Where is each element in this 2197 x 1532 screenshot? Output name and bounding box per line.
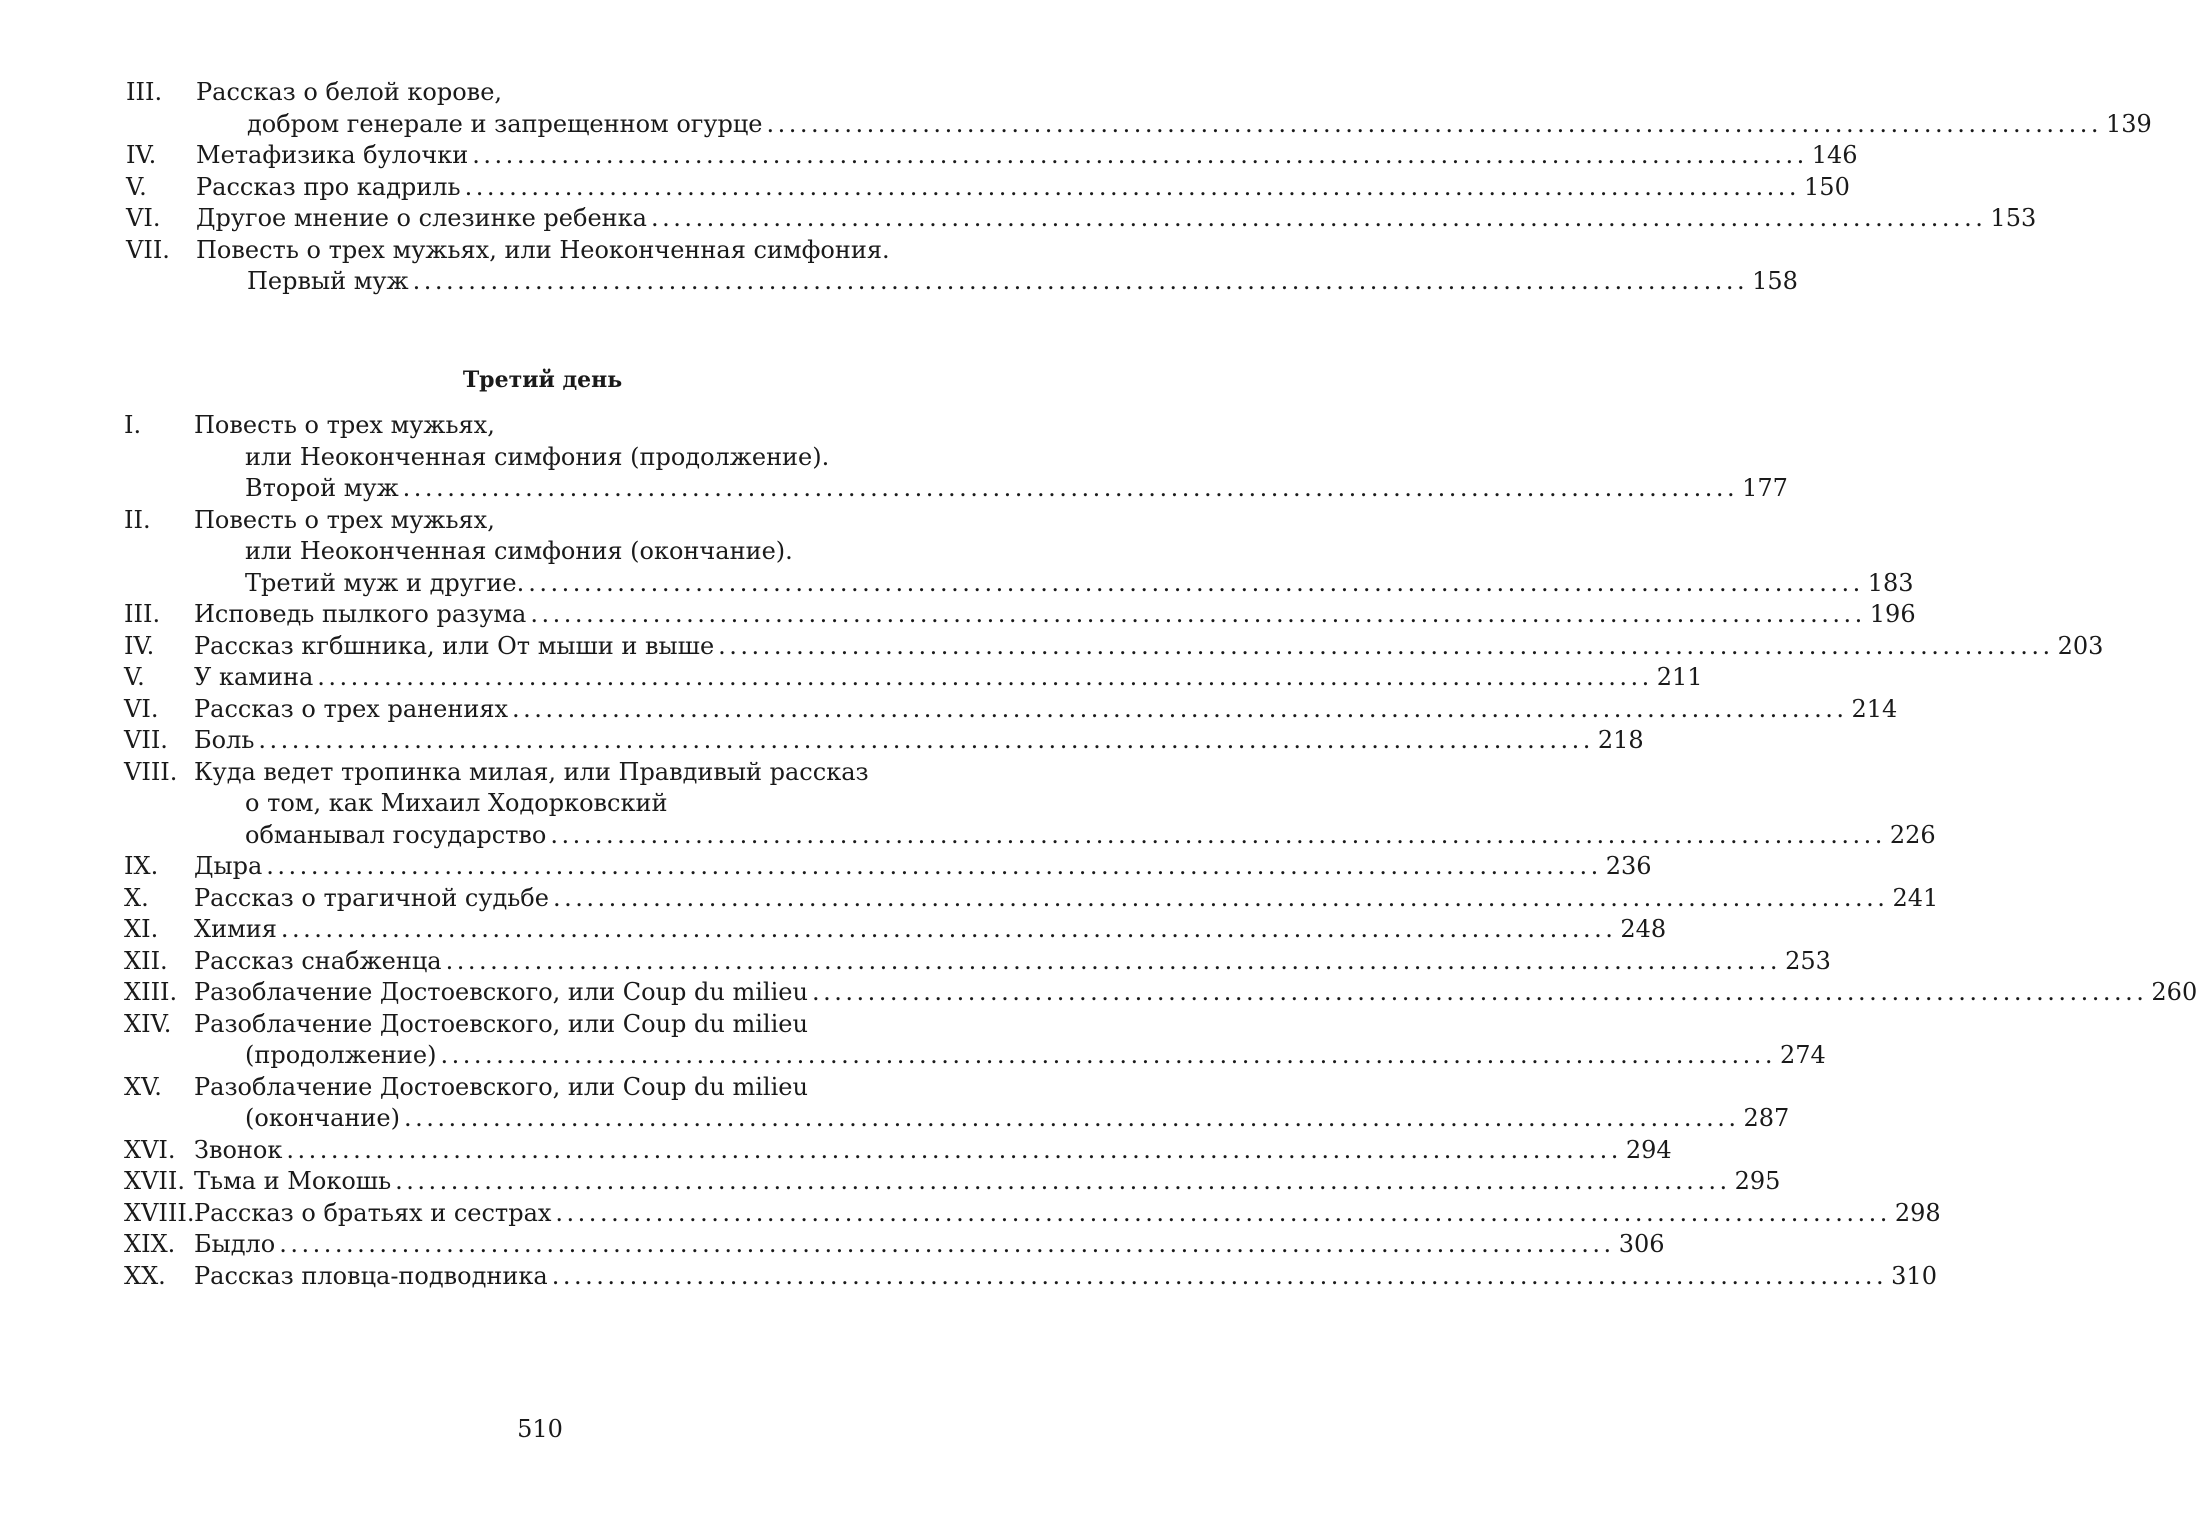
toc-entry-title: или Неоконченная симфония (продолжение). (245, 442, 830, 471)
toc-entry-line (245, 442, 949, 474)
toc-entry-number: VII. (126, 235, 170, 264)
dot-leader: ........................................................................................................................ (286, 1135, 1622, 1164)
toc-entry-line (124, 851, 1652, 883)
toc-entry-number: XX. (124, 1261, 166, 1290)
dot-leader: ........................................................................................................................ (280, 915, 1617, 943)
dot-leader: ........................................................................................................................ (404, 1104, 1740, 1132)
toc-entry-title: Рассказ о братьях и сестрах (194, 1198, 552, 1227)
dot-leader: ........................................................................................................................ (440, 1041, 1776, 1069)
dot-leader: ........................................................................................................................ (718, 631, 2054, 660)
toc-entry-line (124, 914, 1667, 946)
dot-leader: ........................................................................................................................ (317, 663, 1653, 691)
toc-entry-line (124, 631, 2104, 663)
toc-entry-page: 139 (2105, 109, 2152, 138)
toc-entry-title: Разоблачение Достоевского, или Coup du milieu (194, 1072, 808, 1101)
toc-entry-title: Первый муж (247, 267, 409, 295)
dot-leader: ........................................................................................................................ (512, 694, 1848, 723)
dot-leader: ........................................................................................................................ (464, 172, 1801, 201)
toc-entry-title: Повесть о трех мужьях, (194, 411, 495, 439)
toc-entry-title: (окончание) (245, 1104, 400, 1132)
toc-entry-line (126, 172, 1850, 204)
toc-list-section (124, 410, 2197, 1292)
toc-entry-line (124, 410, 949, 442)
toc-entry-number: XII. (124, 946, 168, 975)
toc-entry-line (245, 568, 1914, 600)
toc-entry-number: XVI. (124, 1135, 176, 1164)
toc-entry-line (124, 662, 1703, 694)
toc-entry (124, 505, 1914, 600)
toc-entry-number: XIX. (124, 1230, 176, 1258)
toc-entry-line (124, 757, 949, 789)
toc-entry-line (245, 1103, 1790, 1135)
toc-entry-number: VI. (124, 694, 159, 723)
dot-leader: ........................................................................................................................ (258, 726, 1594, 754)
toc-entry-title: Исповедь пылкого разума (194, 600, 527, 628)
toc-entry-number: X. (124, 883, 149, 912)
toc-entry (124, 1261, 1937, 1293)
toc-entry-number: XIII. (124, 978, 178, 1006)
toc-entry-line (126, 77, 951, 109)
toc-entry-title: о том, как Михаил Ходорковский (245, 789, 668, 817)
toc-entry-page: 310 (1891, 1261, 1937, 1290)
toc-entry-line (124, 1198, 1941, 1230)
toc-entry-line (124, 725, 1644, 757)
toc-entry (124, 725, 1644, 757)
toc-entry-title: обманывал государство (245, 820, 547, 849)
toc-entry-line (247, 266, 1798, 298)
toc-entry (124, 694, 1898, 726)
toc-entry-title: Куда ведет тропинка милая, или Правдивый рассказ (194, 757, 869, 786)
toc-entry (124, 914, 1667, 946)
toc-entry-page: 196 (1869, 600, 1916, 628)
toc-entry-page: 295 (1734, 1167, 1781, 1195)
toc-entry-line (124, 1166, 1781, 1198)
toc-entry-number: XIV. (124, 1009, 172, 1038)
toc-entry-page: 253 (1785, 946, 1831, 975)
dot-leader: ........................................................................................................................ (650, 204, 1987, 232)
toc-entry-page: 274 (1779, 1041, 1826, 1069)
toc-entry (124, 1009, 1826, 1072)
toc-entry-title: Рассказ о белой корове, (196, 78, 503, 106)
toc-entry (126, 140, 1858, 172)
toc-entry-title: Рассказ кгбшника, или От мыши и выше (194, 631, 715, 660)
toc-entry-number: I. (124, 411, 142, 439)
toc-entry-title: Тьма и Мокошь (194, 1167, 392, 1195)
toc-entry-line (124, 505, 949, 537)
toc-entry-line (245, 536, 949, 568)
toc-entry-title: Дыра (194, 852, 263, 880)
dot-leader: ........................................................................................................................ (412, 267, 1749, 295)
toc-entry-title: Повесть о трех мужьях, или Неоконченная симфония. (196, 235, 890, 264)
toc-entry-number: III. (126, 78, 163, 106)
toc-entry-line (124, 883, 1939, 915)
dot-leader: ........................................................................................................................ (551, 1261, 1888, 1290)
toc-entry (124, 1135, 1672, 1167)
toc-entry-number: VIII. (124, 757, 178, 786)
toc-entry-line (124, 1072, 949, 1104)
toc-entry-number: IV. (126, 141, 157, 169)
toc-entry-page: 248 (1620, 915, 1667, 943)
toc-entry-line (126, 235, 951, 267)
toc-entry-number: IX. (124, 852, 159, 880)
dot-leader: ........................................................................................................................ (766, 109, 2102, 138)
toc-entry-line (124, 694, 1898, 726)
toc-entry-line (124, 1135, 1672, 1167)
toc-entry (124, 1198, 1941, 1230)
toc-entry (124, 662, 1703, 694)
toc-entry-number: XI. (124, 915, 159, 943)
toc-entry-page: 218 (1597, 726, 1644, 754)
toc-entry-line (124, 599, 1916, 631)
toc-entry-page: 226 (1889, 820, 1936, 849)
toc-entry-page: 211 (1656, 663, 1703, 691)
toc-entry-page: 177 (1742, 474, 1788, 502)
toc-entry (124, 599, 1916, 631)
toc-entry (124, 1166, 1781, 1198)
toc-entry-number: II. (124, 505, 151, 534)
toc-entry-number: V. (124, 663, 145, 691)
toc-entry-page: 158 (1752, 267, 1798, 295)
toc-list-top (126, 77, 2152, 298)
toc-entry-number: XVIII. (124, 1198, 195, 1227)
toc-entry-number: VI. (126, 204, 161, 232)
toc-entry-page: 183 (1867, 568, 1914, 597)
dot-leader: ........................................................................................................................ (445, 946, 1782, 975)
toc-entry-title: Другое мнение о слезинке ребенка (196, 204, 647, 232)
toc-entry-page: 146 (1811, 141, 1858, 169)
dot-leader: ........................................................................................................................ (528, 568, 1864, 597)
toc-entry-page: 298 (1894, 1198, 1941, 1227)
toc-entry-line (124, 1261, 1937, 1293)
dot-leader: ........................................................................................................................ (530, 600, 1866, 628)
dot-leader: ........................................................................................................................ (279, 1230, 1615, 1258)
dot-leader: ........................................................................................................................ (402, 474, 1739, 502)
toc-entry-line (124, 1229, 1665, 1261)
toc-entry-title: Звонок (194, 1135, 283, 1164)
toc-entry (124, 757, 1936, 852)
toc-entry (124, 1229, 1665, 1261)
dot-leader: ........................................................................................................................ (266, 852, 1602, 880)
toc-entry-number: III. (124, 600, 161, 628)
toc-entry-title: Рассказ о трагичной судьбе (194, 883, 549, 912)
toc-entry-title: Третий муж и другие. (245, 568, 525, 597)
toc-entry (126, 172, 1850, 204)
toc-entry-title: Боль (194, 726, 255, 754)
dot-leader: ........................................................................................................................ (395, 1167, 1731, 1195)
toc-entry-page: 260 (2151, 978, 2197, 1006)
page-number: 510 (517, 1415, 563, 1443)
toc-entry (124, 1072, 1790, 1135)
toc-entry-page: 294 (1625, 1135, 1672, 1164)
toc-entry (126, 203, 2037, 235)
toc-entry-page: 214 (1851, 694, 1898, 723)
toc-entry (124, 977, 2197, 1009)
toc-entry-number: XV. (124, 1072, 162, 1101)
toc-entry-title: или Неоконченная симфония (окончание). (245, 537, 793, 565)
toc-entry-line (245, 820, 1936, 852)
toc-entry-page: 153 (1990, 204, 2037, 232)
toc-entry-title: Рассказ снабженца (194, 946, 442, 975)
toc-entry-line (124, 977, 2197, 1009)
toc-entry-title: Рассказ про кадриль (196, 172, 461, 201)
toc-entry-title: Рассказ о трех ранениях (194, 694, 508, 723)
toc-entry-line (245, 1040, 1826, 1072)
toc-entry-page: 203 (2057, 631, 2104, 660)
toc-entry-page: 150 (1804, 172, 1850, 201)
dot-leader: ........................................................................................................................ (811, 978, 2148, 1006)
toc-entry-line (124, 946, 1831, 978)
toc-entry-title: Быдло (194, 1230, 276, 1258)
dot-leader: ........................................................................................................................ (555, 1198, 1891, 1227)
toc-entry-page: 236 (1605, 852, 1652, 880)
toc-entry (124, 410, 1788, 505)
toc-entry-title: Разоблачение Достоевского, или Coup du milieu (194, 1009, 808, 1038)
toc-entry (124, 883, 1939, 915)
toc-entry-page: 306 (1618, 1230, 1665, 1258)
toc-entry-line (245, 788, 949, 820)
toc-entry-line (126, 203, 2037, 235)
toc-entry (126, 77, 2152, 140)
toc-entry (124, 946, 1831, 978)
toc-entry-title: Рассказ пловца-подводника (194, 1261, 548, 1290)
toc-entry-title: (продолжение) (245, 1041, 437, 1069)
toc-entry-number: V. (126, 172, 147, 201)
toc-entry (124, 631, 2104, 663)
toc-entry (124, 851, 1652, 883)
toc-entry-line (247, 109, 2152, 141)
toc-entry-title: Повесть о трех мужьях, (194, 505, 495, 534)
dot-leader: ........................................................................................................................ (550, 820, 1886, 849)
toc-entry-number: IV. (124, 631, 155, 660)
section-heading: Третий день (462, 367, 623, 393)
toc-entry-line (124, 1009, 949, 1041)
dot-leader: ........................................................................................................................ (472, 141, 1808, 169)
toc-entry-number: VII. (124, 726, 168, 754)
toc-entry-title: Химия (194, 915, 277, 943)
dot-leader: ........................................................................................................................ (552, 883, 1889, 912)
toc-entry-line (126, 140, 1858, 172)
toc-entry-title: Метафизика булочки (196, 141, 469, 169)
toc-entry-title: У камина (194, 663, 314, 691)
toc-entry-title: Второй муж (245, 474, 399, 502)
toc-entry-line (245, 473, 1788, 505)
toc-entry-title: Разоблачение Достоевского, или Coup du milieu (194, 978, 808, 1006)
toc-entry-page: 241 (1892, 883, 1939, 912)
toc-entry (126, 235, 1798, 298)
toc-entry-number: XVII. (124, 1167, 186, 1195)
toc-entry-page: 287 (1743, 1104, 1790, 1132)
toc-entry-title: добром генерале и запрещенном огурце (247, 109, 763, 138)
